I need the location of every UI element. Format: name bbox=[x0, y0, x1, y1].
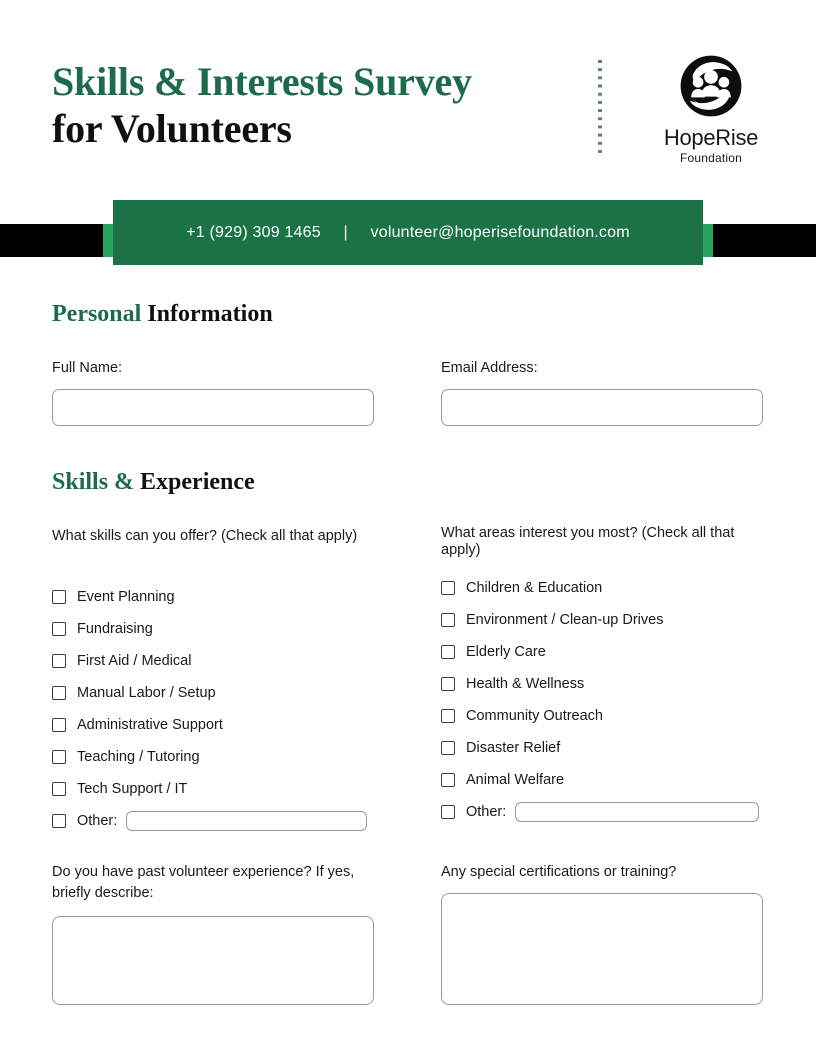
checkbox-icon[interactable] bbox=[441, 645, 455, 659]
logo-subtitle: Foundation bbox=[679, 151, 743, 165]
checkbox-row-other[interactable] bbox=[441, 796, 771, 828]
heading-main-text: Experience bbox=[134, 469, 255, 495]
page-title-line-2: for Volunteers bbox=[52, 106, 292, 151]
page-title-line-1: Skills & Interests Survey bbox=[52, 59, 472, 104]
skills-question-label: What skills can you offer? (Check all that apply) bbox=[52, 528, 358, 544]
full-name-label: Full Name: bbox=[52, 360, 123, 376]
logo-name: HopeRise bbox=[663, 125, 759, 150]
skills-other-input[interactable] bbox=[126, 811, 367, 831]
checkbox-icon[interactable] bbox=[52, 750, 66, 764]
checkbox-icon[interactable] bbox=[441, 741, 455, 755]
checkbox-row[interactable] bbox=[441, 604, 771, 636]
checkbox-row[interactable] bbox=[441, 732, 771, 764]
banner-accent-left bbox=[103, 224, 113, 257]
interests-other-input[interactable] bbox=[515, 802, 759, 822]
interests-checkbox-group bbox=[441, 572, 771, 828]
checkbox-label: Tech Support / IT bbox=[77, 781, 188, 797]
checkbox-label: Event Planning bbox=[77, 589, 175, 605]
checkbox-row[interactable] bbox=[441, 764, 771, 796]
banner-contact-text bbox=[186, 224, 630, 242]
section-heading-personal-information bbox=[52, 300, 273, 328]
checkbox-label-other: Other: bbox=[466, 804, 507, 820]
contact-email: volunteer@hoperisefoundation.com bbox=[370, 223, 630, 241]
checkbox-label: First Aid / Medical bbox=[77, 653, 192, 669]
checkbox-row[interactable] bbox=[441, 700, 771, 732]
checkbox-row[interactable] bbox=[52, 709, 382, 741]
checkbox-icon[interactable] bbox=[441, 677, 455, 691]
page-title bbox=[52, 58, 552, 152]
checkbox-label-other: Other: bbox=[77, 813, 118, 829]
checkbox-row[interactable] bbox=[441, 668, 771, 700]
checkbox-icon[interactable] bbox=[441, 709, 455, 723]
past-experience-label: Do you have past volunteer experience? If yes, briefly describe: bbox=[52, 864, 355, 901]
checkbox-icon[interactable] bbox=[441, 805, 455, 819]
contact-phone: +1 (929) 309 1465 bbox=[186, 223, 321, 241]
checkbox-label: Elderly Care bbox=[466, 644, 546, 660]
heading-accent-text: Skills & bbox=[52, 469, 135, 495]
checkbox-row[interactable] bbox=[52, 773, 382, 805]
page-header bbox=[0, 0, 816, 195]
checkbox-icon[interactable] bbox=[52, 686, 66, 700]
section-heading-skills-experience bbox=[52, 468, 255, 496]
checkbox-label: Health & Wellness bbox=[466, 676, 585, 692]
email-address-label: Email Address: bbox=[441, 360, 538, 376]
heading-main-text: Information bbox=[141, 301, 273, 327]
checkbox-icon[interactable] bbox=[441, 581, 455, 595]
checkbox-row[interactable] bbox=[52, 677, 382, 709]
full-name-input[interactable] bbox=[52, 389, 374, 426]
checkbox-row[interactable] bbox=[52, 613, 382, 645]
checkbox-label: Animal Welfare bbox=[466, 772, 565, 788]
email-address-input[interactable] bbox=[441, 389, 763, 426]
checkbox-label: Teaching / Tutoring bbox=[77, 749, 200, 765]
checkbox-row[interactable] bbox=[52, 645, 382, 677]
interests-question-label: What areas interest you most? (Check all that apply) bbox=[441, 525, 735, 558]
contact-separator: | bbox=[343, 223, 348, 241]
checkbox-row[interactable] bbox=[441, 572, 771, 604]
checkbox-row-other[interactable] bbox=[52, 805, 382, 837]
checkbox-icon[interactable] bbox=[441, 773, 455, 787]
checkbox-row[interactable] bbox=[441, 636, 771, 668]
organization-logo bbox=[645, 48, 777, 166]
banner-green-box bbox=[113, 200, 703, 265]
checkbox-label: Fundraising bbox=[77, 621, 153, 637]
heading-accent-text: Personal bbox=[52, 301, 142, 327]
checkbox-icon[interactable] bbox=[52, 814, 66, 828]
checkbox-label: Community Outreach bbox=[466, 708, 603, 724]
skills-checkbox-group bbox=[52, 581, 382, 837]
checkbox-label: Disaster Relief bbox=[466, 740, 561, 756]
checkbox-label: Children & Education bbox=[466, 580, 603, 596]
certifications-label: Any special certifications or training? bbox=[441, 864, 677, 880]
checkbox-icon[interactable] bbox=[52, 654, 66, 668]
past-experience-textarea[interactable] bbox=[52, 916, 374, 1005]
checkbox-icon[interactable] bbox=[52, 782, 66, 796]
checkbox-label: Manual Labor / Setup bbox=[77, 685, 216, 701]
checkbox-icon[interactable] bbox=[441, 613, 455, 627]
checkbox-icon[interactable] bbox=[52, 590, 66, 604]
checkbox-row[interactable] bbox=[52, 741, 382, 773]
banner-accent-right bbox=[703, 224, 713, 257]
checkbox-label: Administrative Support bbox=[77, 717, 223, 733]
certifications-textarea[interactable] bbox=[441, 893, 763, 1005]
hands-cradling-people-circle-icon bbox=[673, 48, 749, 124]
checkbox-row[interactable] bbox=[52, 581, 382, 613]
contact-banner bbox=[0, 195, 816, 270]
checkbox-icon[interactable] bbox=[52, 622, 66, 636]
dotted-divider bbox=[598, 60, 602, 156]
checkbox-label: Environment / Clean-up Drives bbox=[466, 612, 664, 628]
checkbox-icon[interactable] bbox=[52, 718, 66, 732]
